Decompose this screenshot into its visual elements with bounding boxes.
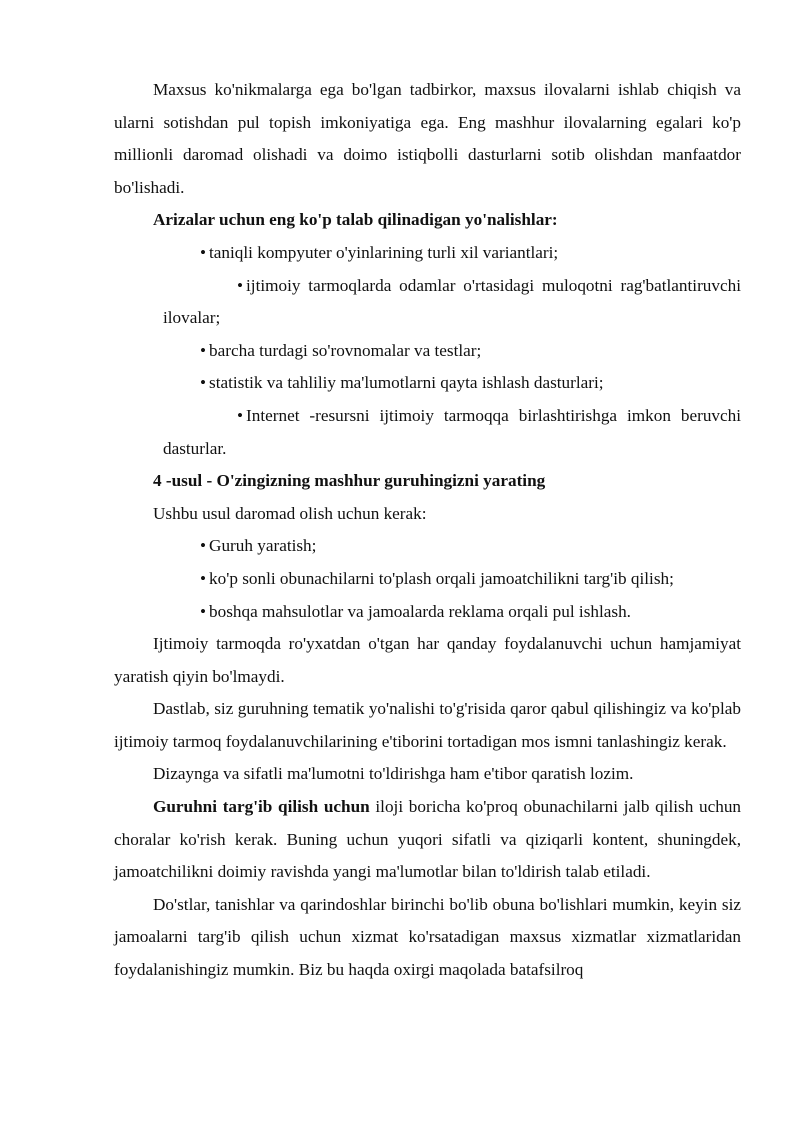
bullet-icon: • — [200, 601, 207, 621]
list-item: • barcha turdagi so'rovnomalar va testlar; — [114, 335, 741, 368]
paragraph-topic: Dastlab, siz guruhning tematik yo'nalishi to'g'risida qaror qabul qilishingiz va ko'plab ijtimoiy tarmoq foydalanuvchilarining e'tiborini tortadigan mos ismni tanlashingiz kerak. — [114, 699, 741, 751]
list-item: • statistik va tahliliy ma'lumotlarni qayta ishlash dasturlari; — [114, 367, 741, 400]
promotion-bold-lead: Guruhni targ'ib qilish uchun — [153, 797, 370, 817]
list-item: • ijtimoiy tarmoqlarda odamlar o'rtasidagi muloqotni rag'batlantiruvchi ilovalar; — [114, 270, 741, 335]
heading-directions: Arizalar uchun eng ko'p talab qilinadigan yo'nalishlar: — [153, 210, 558, 230]
bullet-icon: • — [200, 242, 207, 262]
bullet-icon: • — [200, 568, 207, 588]
bullet-icon: • — [200, 340, 207, 360]
paragraph-friends: Do'stlar, tanishlar va qarindoshlar birinchi bo'lib obuna bo'lishlari mumkin, keyin siz jamoalarni targ'ib qilish uchun xizmat ko'rsatadigan maxsus xizmatlar xizmatlaridan foydalanishingiz mumkin. Biz bu haqda oxirgi maqolada batafsilroq — [114, 894, 741, 980]
bullet-icon: • — [200, 373, 207, 393]
promotion-text: iloji boricha ko'proq obunachilarni jalb qilish uchun choralar ko'rish kerak. Buning uchun yuqori sifatli va qiziqarli kontent, shuningdek, jamoatchilikni doimiy ravishda yangi ma'lumotlar bilan to'ldirish talab etiladi. — [114, 797, 742, 882]
list-item: • taniqli kompyuter o'yinlarining turli xil variantlari; — [114, 237, 741, 270]
heading-method-4: 4 -usul - O'zingizning mashhur guruhingizni yarating — [153, 471, 546, 491]
bullet-icon: • — [237, 405, 244, 425]
paragraph-method-intro: Ushbu usul daromad olish uchun kerak: — [153, 503, 427, 523]
list-item: • Guruh yaratish; — [114, 530, 741, 563]
paragraph-design: Dizaynga va sifatli ma'lumotni to'ldirishga ham e'tibor qaratish lozim. — [153, 764, 634, 784]
list-item: • boshqa mahsulotlar va jamoalarda reklama orqali pul ishlash. — [114, 596, 741, 629]
bullet-icon: • — [237, 275, 244, 295]
paragraph-community: Ijtimoiy tarmoqda ro'yxatdan o'tgan har qanday foydalanuvchi uchun hamjamiyat yaratish qiyin bo'lmaydi. — [114, 634, 741, 686]
paragraph-promotion — [114, 791, 741, 889]
list-item: • ko'p sonli obunachilarni to'plash orqali jamoatchilikni targ'ib qilish; — [114, 563, 741, 596]
bullet-icon: • — [200, 536, 207, 556]
paragraph-intro: Maxsus ko'nikmalarga ega bo'lgan tadbirkor, maxsus ilovalarni ishlab chiqish va ularni sotishdan pul topish imkoniyatiga ega. Eng mashhur ilovalarning egalari ko'p millionli daromad olishadi va doimo istiqbolli dasturlarni sotib olishdan manfaatdor bo'lishadi. — [114, 80, 741, 197]
document-body — [114, 74, 741, 987]
list-item: • Internet -resursni ijtimoiy tarmoqqa birlashtirishga imkon beruvchi dasturlar. — [114, 400, 741, 465]
